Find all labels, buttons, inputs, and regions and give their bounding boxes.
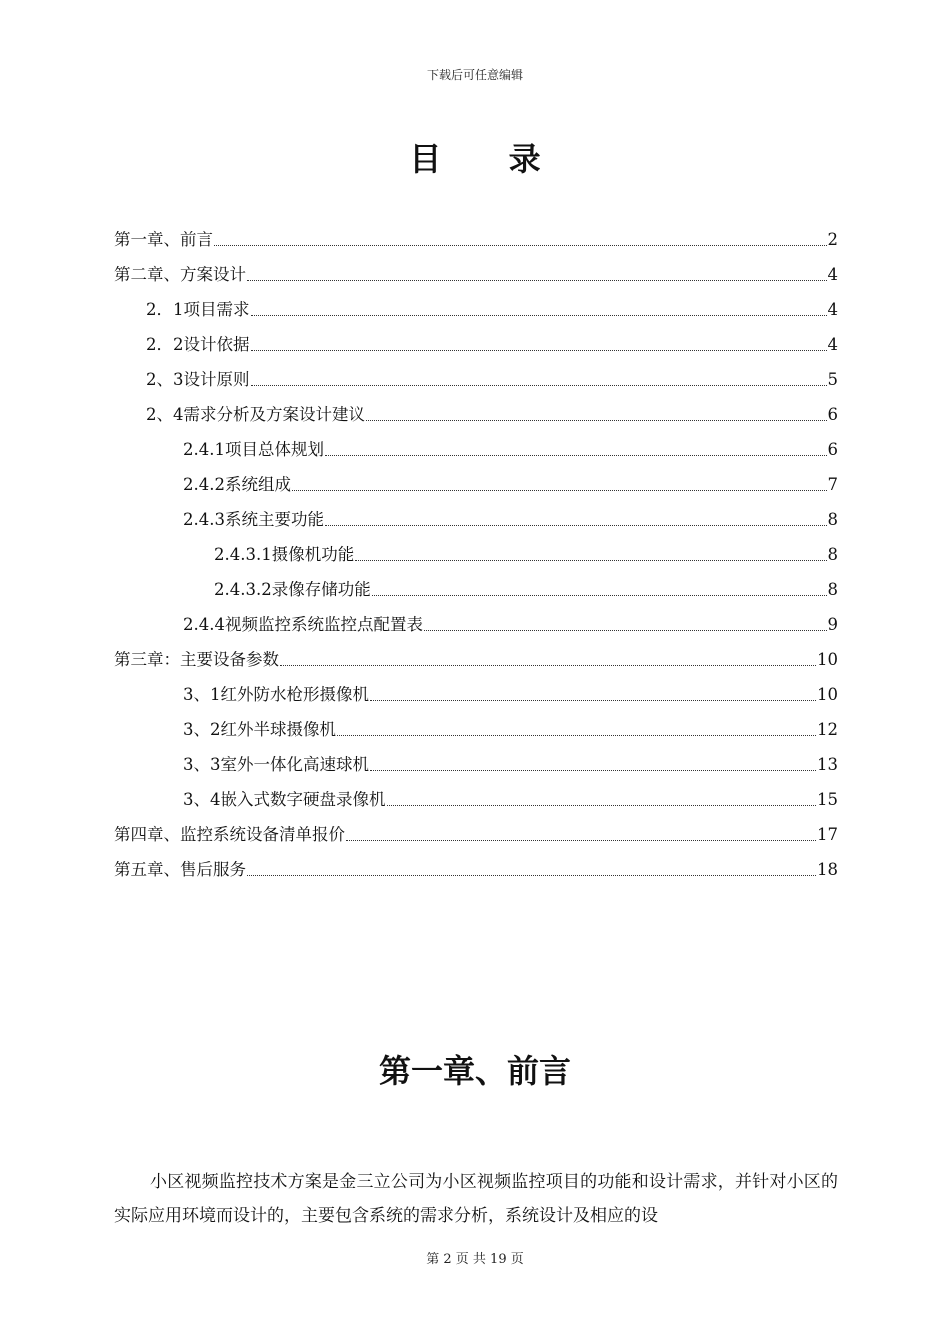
toc-entry-page: 8 [827,580,838,599]
toc-entry-page: 12 [817,720,838,739]
toc-entry-label: 3、2红外半球摄像机 [183,720,336,739]
toc-leader-dots [346,839,816,841]
toc-entry-label: 第二章、方案设计 [114,265,246,284]
toc-leader-dots [280,664,816,666]
toc-leader-dots [247,279,827,281]
toc-entry-page: 4 [827,335,838,354]
toc-entry-label: 2.4.3系统主要功能 [183,510,324,529]
chapter-title: 第一章、前言 [378,1052,571,1090]
toc-entry[interactable] [114,776,838,811]
toc-leader-dots [355,559,826,561]
toc-leader-dots [370,699,816,701]
toc-entry-label: 2．1项目需求 [146,300,250,319]
table-of-contents [114,216,838,881]
toc-leader-dots [370,769,816,771]
toc-entry-page: 18 [817,860,838,879]
toc-entry[interactable] [114,461,838,496]
toc-entry-page: 7 [827,475,838,494]
toc-leader-dots [325,524,827,526]
toc-entry-label: 2.4.2系统组成 [183,475,291,494]
toc-entry[interactable] [114,636,838,671]
toc-leader-dots [247,874,816,876]
toc-leader-dots [251,349,827,351]
toc-entry[interactable] [114,356,838,391]
toc-entry-page: 5 [827,370,838,389]
toc-leader-dots [214,244,827,246]
toc-entry-label: 第三章：主要设备参数 [114,650,279,669]
toc-entry[interactable] [114,321,838,356]
toc-entry-label: 2、4需求分析及方案设计建议 [146,405,365,424]
toc-leader-dots [337,734,816,736]
toc-entry-page: 15 [817,790,838,809]
toc-entry-label: 3、3室外一体化高速球机 [183,755,369,774]
toc-entry-page: 6 [827,440,838,459]
toc-leader-dots [325,454,827,456]
toc-entry-page: 6 [827,405,838,424]
toc-entry-label: 2、3设计原则 [146,370,250,389]
toc-entry[interactable] [114,811,838,846]
toc-leader-dots [372,594,827,596]
toc-entry[interactable] [114,531,838,566]
toc-entry[interactable] [114,426,838,461]
toc-entry[interactable] [114,251,838,286]
toc-entry-label: 3、1红外防水枪形摄像机 [183,685,369,704]
toc-entry[interactable] [114,706,838,741]
toc-entry[interactable] [114,601,838,636]
toc-entry-page: 8 [827,510,838,529]
toc-entry[interactable] [114,671,838,706]
toc-entry-page: 17 [817,825,838,844]
toc-entry-page: 2 [827,230,838,249]
toc-entry[interactable] [114,566,838,601]
toc-entry-label: 2．2设计依据 [146,335,250,354]
toc-entry[interactable] [114,216,838,251]
toc-entry-label: 2.4.3.1摄像机功能 [214,545,355,564]
page-footer: 第 2 页 共 19 页 [426,1252,524,1267]
toc-leader-dots [387,804,817,806]
body-paragraph: 小区视频监控技术方案是金三立公司为小区视频监控项目的功能和设计需求，并针对小区的实际应用环境而设计的，主要包含系统的需求分析，系统设计及相应的设 [114,1172,838,1226]
toc-leader-dots [251,384,827,386]
toc-entry[interactable] [114,846,838,881]
toc-entry-page: 9 [827,615,838,634]
toc-entry[interactable] [114,391,838,426]
toc-leader-dots [424,629,827,631]
toc-entry-label: 第一章、前言 [114,230,213,249]
toc-entry[interactable] [114,496,838,531]
page-header: 下载后可任意编辑 [426,68,523,82]
toc-leader-dots [251,314,827,316]
toc-entry-page: 4 [827,265,838,284]
toc-entry-label: 2.4.1项目总体规划 [183,440,324,459]
toc-entry-page: 10 [817,685,838,704]
toc-entry-page: 13 [817,755,838,774]
toc-entry-page: 4 [827,300,838,319]
toc-entry-page: 8 [827,545,838,564]
toc-entry[interactable] [114,741,838,776]
toc-leader-dots [366,419,827,421]
toc-entry-page: 10 [817,650,838,669]
toc-entry[interactable] [114,286,838,321]
toc-entry-label: 3、4嵌入式数字硬盘录像机 [183,790,386,809]
toc-entry-label: 第四章、监控系统设备清单报价 [114,825,345,844]
toc-title: 目 录 [409,140,569,178]
toc-entry-label: 2.4.4视频监控系统监控点配置表 [183,615,423,634]
toc-entry-label: 第五章、售后服务 [114,860,246,879]
toc-leader-dots [292,489,827,491]
toc-entry-label: 2.4.3.2录像存储功能 [214,580,371,599]
